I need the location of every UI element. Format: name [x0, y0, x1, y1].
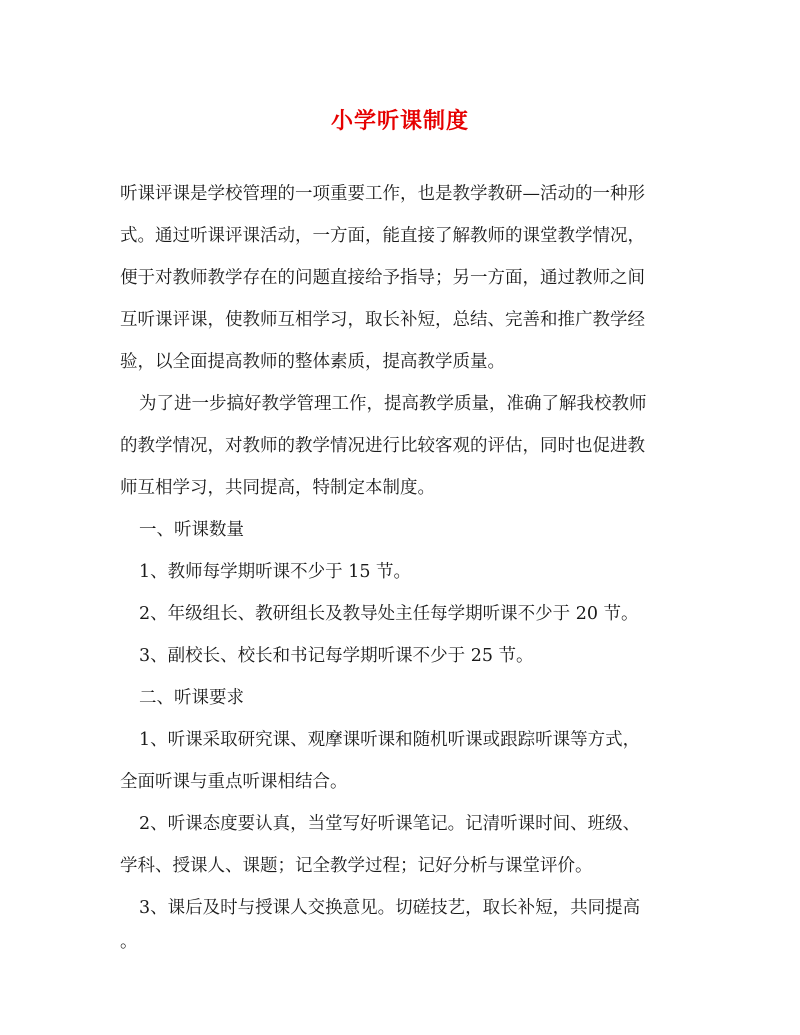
paragraph-line: 的教学情况，对教师的教学情况进行比较客观的评估，同时也促进教 [120, 436, 645, 456]
paragraph-line: 为了进一步搞好教学管理工作，提高教学质量，准确了解我校教师 [139, 394, 647, 414]
list-item: 1、听课采取研究课、观摩课听课和随机听课或跟踪听课等方式， [139, 730, 641, 750]
paragraph-line: 互听课评课，使教师互相学习，取长补短，总结、完善和推广教学经 [120, 310, 645, 330]
list-item-continuation: 全面听课与重点听课相结合。 [120, 772, 348, 792]
document-title: 小学听课制度 [330, 108, 469, 134]
paragraph-line: 式。通过听课评课活动，一方面，能直接了解教师的课堂教学情况， [120, 226, 645, 246]
paragraph-line: 听课评课是学校管理的一项重要工作，也是教学教研—活动的一种形 [120, 184, 645, 204]
list-item-continuation: 学科、授课人、课题；记全教学过程；记好分析与课堂评价。 [120, 856, 593, 876]
list-item: 2、年级组长、教研组长及教导处主任每学期听课不少于 20 节。 [139, 604, 639, 624]
list-item: 3、课后及时与授课人交换意见。切磋技艺，取长补短，共同提高 [139, 898, 641, 918]
paragraph-line: 便于对教师教学存在的问题直接给予指导；另一方面，通过教师之间 [120, 268, 645, 288]
list-item: 1、教师每学期听课不少于 15 节。 [139, 562, 412, 582]
list-item: 3、副校长、校长和书记每学期听课不少于 25 节。 [139, 646, 534, 666]
section-heading: 一、听课数量 [139, 520, 244, 540]
list-item-continuation: 。 [120, 932, 138, 952]
paragraph-line: 师互相学习，共同提高，特制定本制度。 [120, 478, 435, 498]
section-heading: 二、听课要求 [139, 688, 244, 708]
list-item: 2、听课态度要认真，当堂写好听课笔记。记清听课时间、班级、 [139, 814, 641, 834]
paragraph-line: 验，以全面提高教师的整体素质，提高教学质量。 [120, 352, 505, 372]
